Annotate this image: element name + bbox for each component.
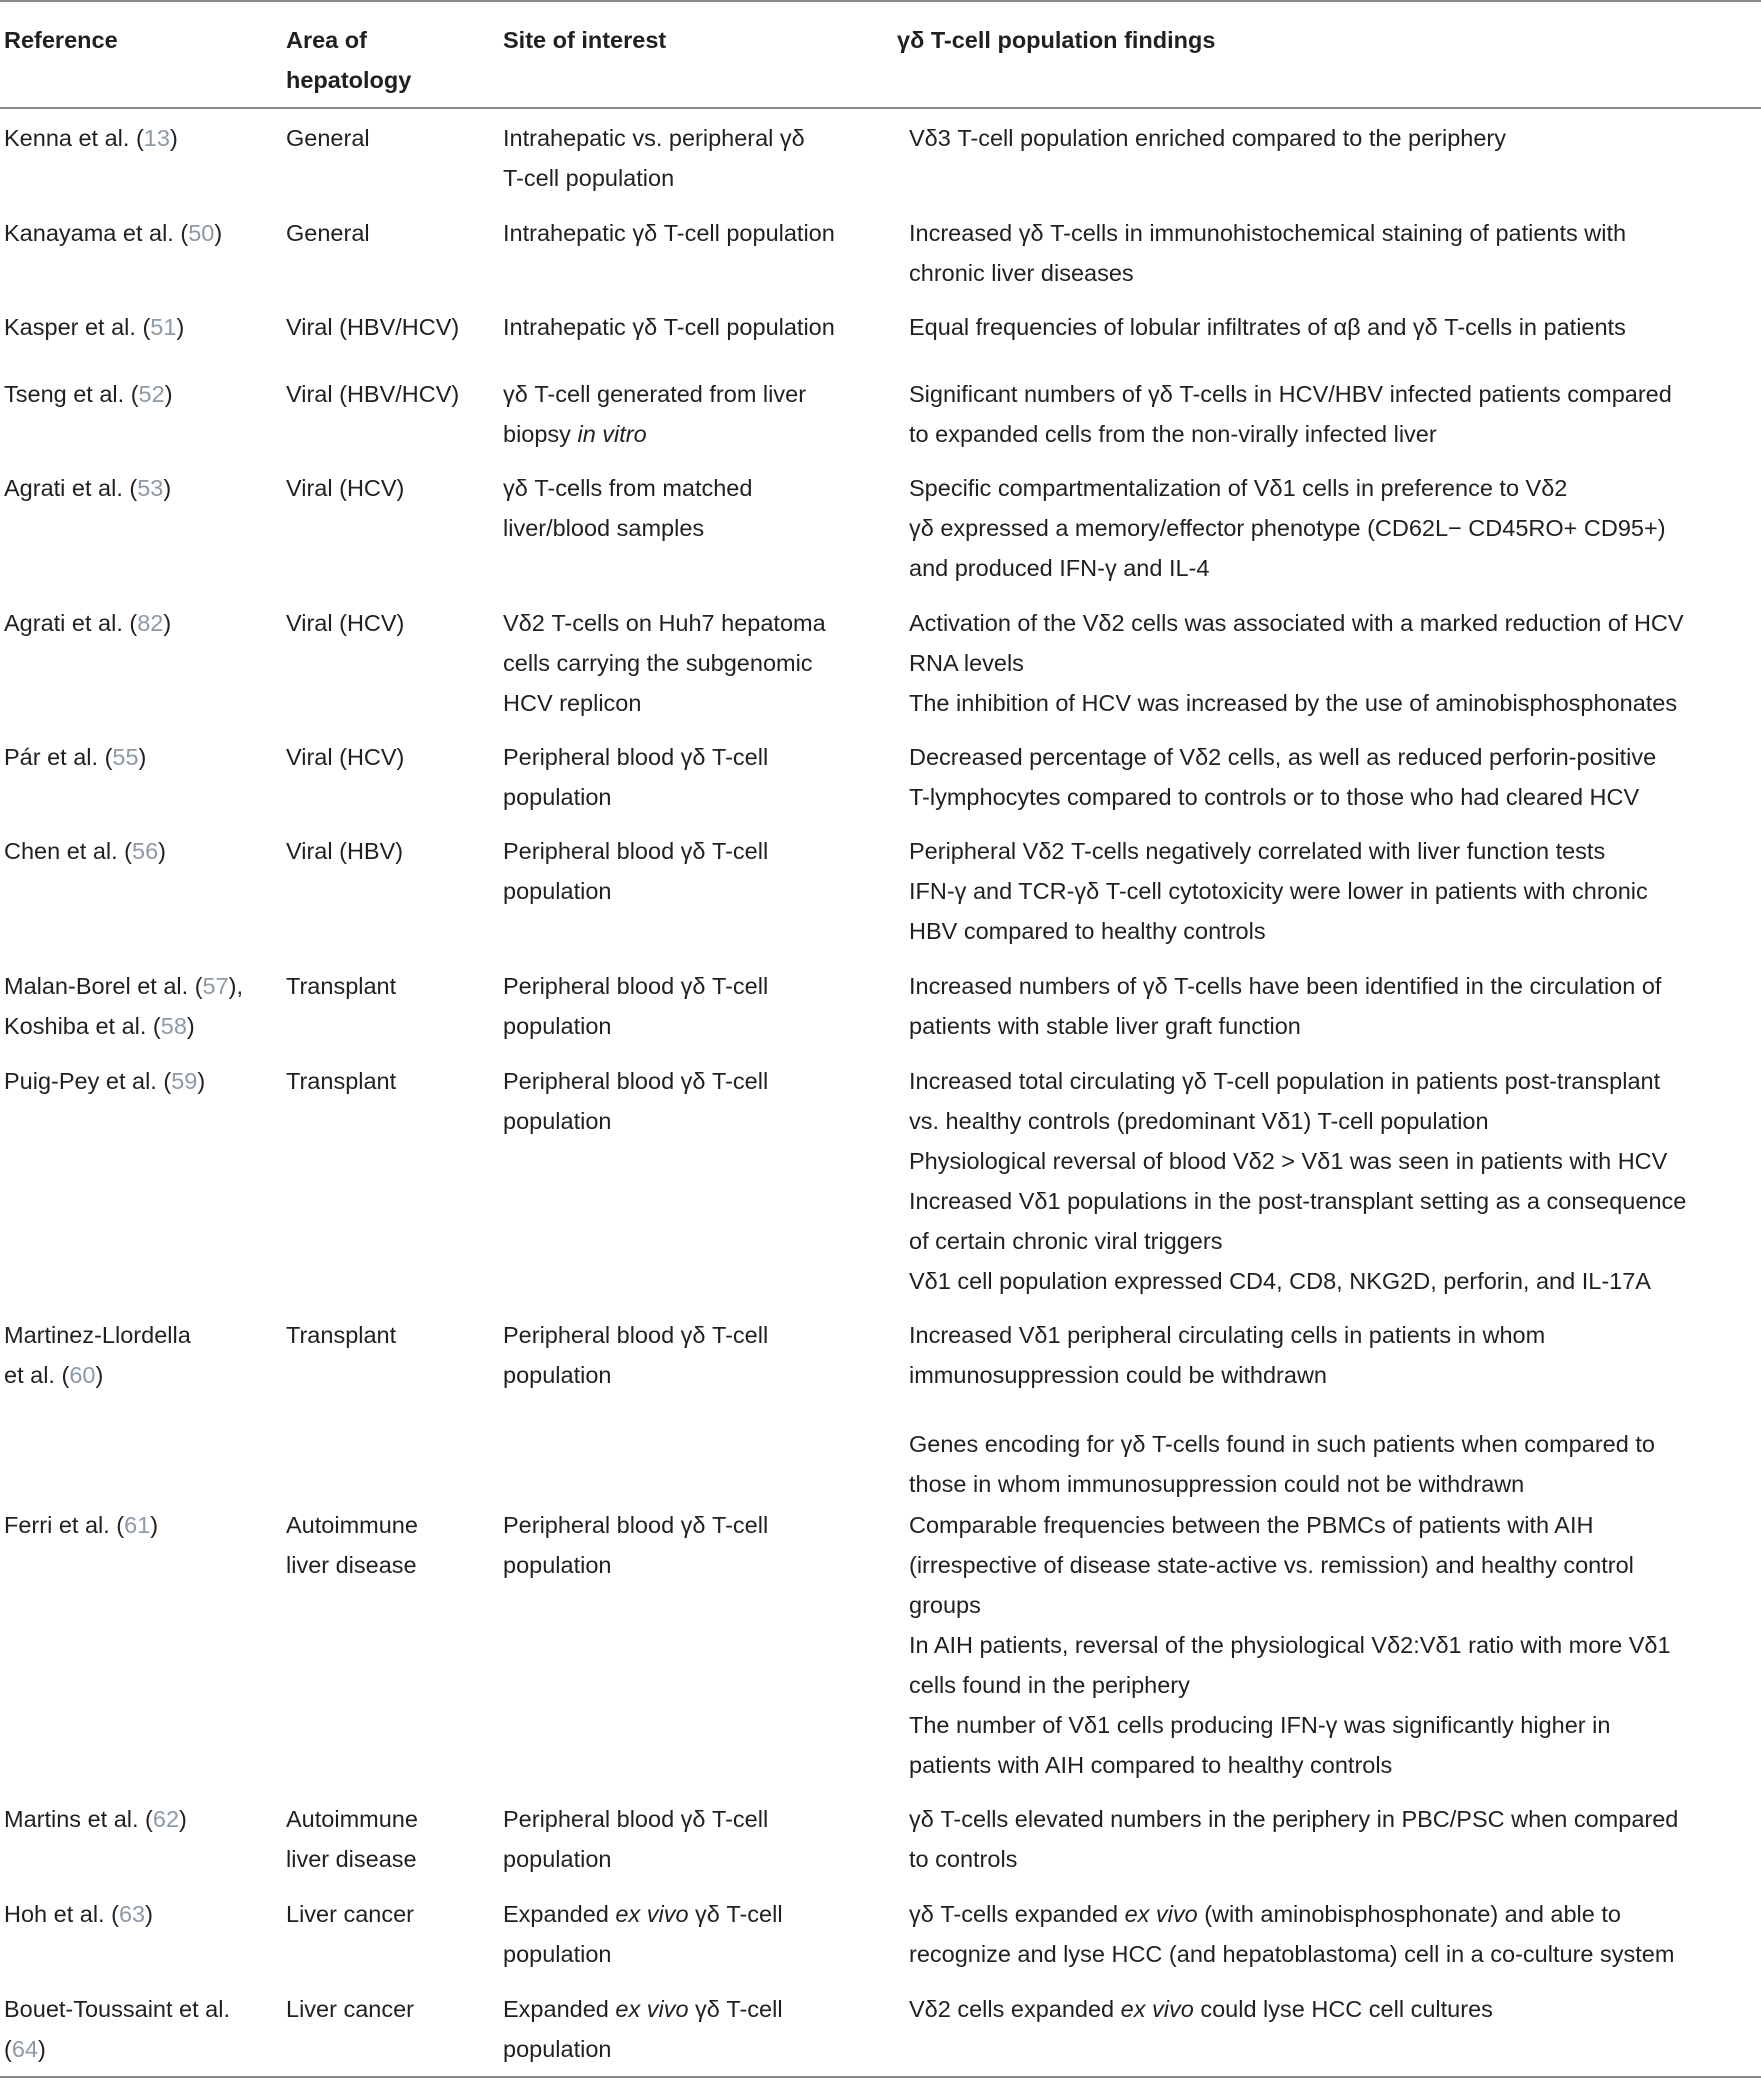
findings-cell: Increased γδ T-cells in immunohistochemical staining of patients with chronic liver diseases — [909, 220, 1627, 286]
site-cell: Peripheral blood γδ T-cell population — [503, 1512, 769, 1578]
citation-link[interactable]: 60 — [69, 1362, 96, 1388]
citation-link[interactable]: 50 — [188, 220, 215, 246]
area-cell: Viral (HCV) — [286, 475, 405, 501]
reference-cell: Kenna et al. (13) — [4, 125, 178, 151]
area-cell: Liver cancer — [286, 1996, 414, 2022]
citation-link[interactable]: 64 — [11, 2036, 38, 2062]
area-cell: General — [286, 125, 370, 151]
area-cell: General — [286, 220, 370, 246]
header-rule — [0, 107, 1761, 109]
findings-cell: Equal frequencies of lobular infiltrates of αβ and γδ T-cells in patients — [909, 314, 1626, 340]
citation-link[interactable]: 82 — [137, 610, 164, 636]
reference-cell: Chen et al. (56) — [4, 838, 166, 864]
citation-link[interactable]: 51 — [150, 314, 177, 340]
area-cell: Viral (HCV) — [286, 744, 405, 770]
citation-link[interactable]: 55 — [112, 744, 139, 770]
area-cell: Viral (HBV) — [286, 838, 404, 864]
area-cell: Viral (HBV/HCV) — [286, 314, 460, 340]
header-findings: γδ T-cell population findings — [897, 27, 1216, 53]
site-cell: Peripheral blood γδ T-cell population — [503, 838, 769, 904]
area-cell: Transplant — [286, 1322, 397, 1348]
reference-cell: Kanayama et al. (50) — [4, 220, 223, 246]
site-cell: Peripheral blood γδ T-cell population — [503, 1068, 769, 1134]
citation-link[interactable]: 13 — [143, 125, 170, 151]
findings-cell: Vδ3 T-cell population enriched compared to the periphery — [909, 125, 1507, 151]
site-cell: Peripheral blood γδ T-cell population — [503, 1322, 769, 1388]
reference-cell: Martins et al. (62) — [4, 1806, 187, 1832]
reference-cell: Martinez-Llordella et al. (60) — [4, 1322, 191, 1388]
reference-cell: Kasper et al. (51) — [4, 314, 185, 340]
findings-cell: γδ T-cells elevated numbers in the periphery in PBC/PSC when compared to controls — [909, 1806, 1679, 1872]
findings-cell: γδ T-cells expanded ex vivo (with aminobisphosphonate) and able to recognize and lyse HCC (and hepatoblastoma) cell in a co-culture system — [909, 1901, 1675, 1967]
findings-cell: Significant numbers of γδ T-cells in HCV/HBV infected patients compared to expanded cells from the non-virally infected liver — [909, 381, 1672, 447]
site-cell: Intrahepatic vs. peripheral γδ T-cell population — [503, 125, 805, 191]
citation-link[interactable]: 63 — [118, 1901, 146, 1927]
reference-cell: Agrati et al. (82) — [4, 610, 172, 636]
findings-cell: Activation of the Vδ2 cells was associated with a marked reduction of HCV RNA levels The inhibition of HCV was increased by the use of aminobisphosphonates — [909, 610, 1684, 716]
reference-cell: Puig-Pey et al. (59) — [4, 1068, 206, 1094]
reference-cell: Hoh et al. (63) — [4, 1901, 153, 1927]
area-cell: Autoimmune liver disease — [286, 1512, 418, 1578]
site-cell: Peripheral blood γδ T-cell population — [503, 1806, 769, 1872]
citation-link[interactable]: 53 — [137, 475, 164, 501]
citation-link[interactable]: 58 — [160, 1013, 187, 1039]
site-cell: γδ T-cells from matched liver/blood samples — [503, 475, 753, 541]
reference-cell: Ferri et al. (61) — [4, 1512, 159, 1538]
header-area: Area of hepatology — [286, 27, 412, 93]
area-cell: Autoimmune liver disease — [286, 1806, 418, 1872]
citation-link[interactable]: 56 — [132, 838, 159, 864]
site-cell: Vδ2 T-cells on Huh7 hepatoma cells carrying the subgenomic HCV replicon — [503, 610, 826, 716]
site-cell: Intrahepatic γδ T-cell population — [503, 220, 835, 246]
area-cell: Liver cancer — [286, 1901, 414, 1927]
header-reference: Reference — [4, 27, 118, 53]
reference-cell: Bouet-Toussaint et al. (64) — [4, 1996, 230, 2062]
findings-cell: Decreased percentage of Vδ2 cells, as well as reduced perforin-positive T-lymphocytes compared to controls or to those who had cleared HCV — [909, 744, 1657, 810]
site-cell: Peripheral blood γδ T-cell population — [503, 973, 769, 1039]
area-cell: Viral (HCV) — [286, 610, 405, 636]
reference-cell: Agrati et al. (53) — [4, 475, 172, 501]
site-cell: Expanded ex vivo γδ T-cell population — [503, 1901, 783, 1967]
header-site: Site of interest — [503, 27, 667, 53]
citation-link[interactable]: 57 — [202, 973, 229, 999]
reference-cell: Tseng et al. (52) — [4, 381, 173, 407]
citation-link[interactable]: 59 — [171, 1068, 198, 1094]
area-cell: Viral (HBV/HCV) — [286, 381, 460, 407]
citation-link[interactable]: 61 — [124, 1512, 151, 1538]
reference-cell: Pár et al. (55) — [4, 744, 147, 770]
findings-cell: Comparable frequencies between the PBMCs of patients with AIH (irrespective of disease state-active vs. remission) and healthy control groups In AIH patients, reversal of the physiological Vδ2:Vδ1 ratio with more Vδ1 cells found in the periphery The number of Vδ1 cells producing IFN-γ was significantly higher in patients with AIH compared to healthy controls — [909, 1512, 1671, 1778]
bottom-rule — [0, 2076, 1761, 2078]
site-cell: Expanded ex vivo γδ T-cell population — [503, 1996, 783, 2062]
area-cell: Transplant — [286, 1068, 397, 1094]
findings-cell: Increased total circulating γδ T-cell population in patients post-transplant vs. healthy controls (predominant Vδ1) T-cell population Physiological reversal of blood Vδ2 > Vδ1 was seen in patients with HCV Increased Vδ1 populations in the post-transplant setting as a consequence of certain chronic viral triggers Vδ1 cell population expressed CD4, CD8, NKG2D, perforin, and IL-17A — [909, 1068, 1687, 1294]
site-cell: Intrahepatic γδ T-cell population — [503, 314, 835, 340]
findings-cell: Peripheral Vδ2 T-cells negatively correlated with liver function tests IFN-γ and TCR-γδ T-cell cytotoxicity were lower in patients with chronic HBV compared to healthy controls — [909, 838, 1648, 944]
citation-link[interactable]: 52 — [138, 381, 165, 407]
site-cell: Peripheral blood γδ T-cell population — [503, 744, 769, 810]
area-cell: Transplant — [286, 973, 397, 999]
reference-cell: Malan-Borel et al. (57), Koshiba et al. (58) — [4, 973, 244, 1039]
top-rule — [0, 0, 1761, 2]
site-cell: γδ T-cell generated from liver biopsy in vitro — [503, 381, 807, 447]
findings-cell: Increased Vδ1 peripheral circulating cells in patients in whom immunosuppression could be withdrawn Genes encoding for γδ T-cells found in such patients when compared to those in whom immunosuppression could not be withdrawn — [909, 1322, 1655, 1497]
findings-cell: Specific compartmentalization of Vδ1 cells in preference to Vδ2 γδ expressed a memory/effector phenotype (CD62L− CD45RO+ CD95+) and produced IFN-γ and IL-4 — [909, 475, 1666, 581]
findings-cell: Vδ2 cells expanded ex vivo could lyse HCC cell cultures — [909, 1996, 1493, 2022]
findings-cell: Increased numbers of γδ T-cells have been identified in the circulation of patients with stable liver graft function — [909, 973, 1662, 1039]
citation-link[interactable]: 62 — [152, 1806, 180, 1832]
